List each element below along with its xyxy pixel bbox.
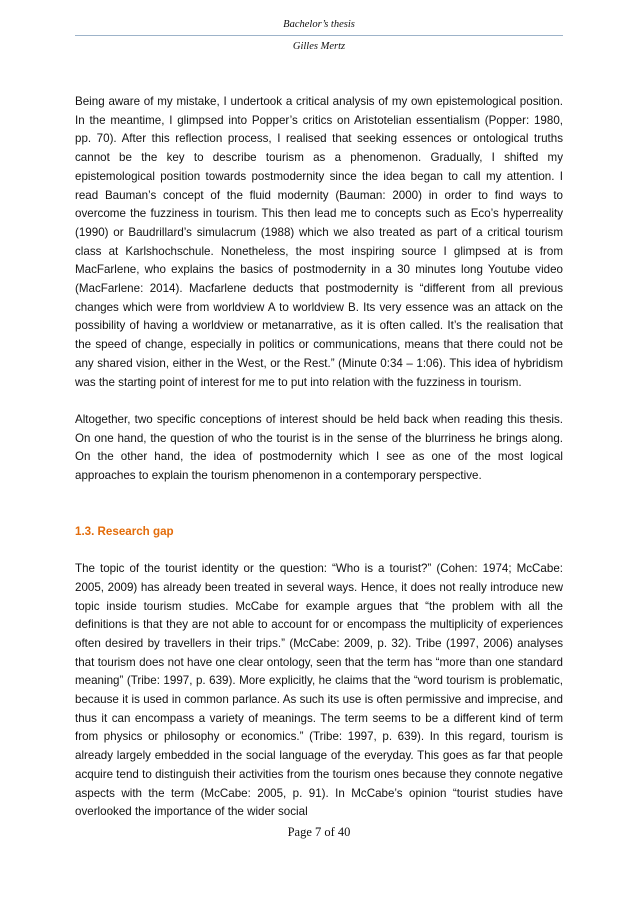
body-paragraph-2: Altogether, two specific conceptions of interest should be held back when reading this thesis. On one hand, the question of who the tourist is in the sense of the blurriness he brings along. On the other hand, the idea of postmodernity which I see as one of the most logical approaches to explain the tourism phenomenon in a contemporary perspective. bbox=[75, 412, 563, 483]
body-paragraph-1: Being aware of my mistake, I undertook a critical analysis of my own epistemological position. In the meantime, I glimpsed into Popper’s critics on Aristotelian essentialism (Popper: 1980, pp. 70). After this reflection process, I realised that seeking essences or ontological truths cannot be the key to describe tourism as a phenomenon. Gradually, I shifted my epistemological position towards postmodernity since the idea began to call my attention. I read Bauman’s concept of the fluid modernity (Bauman: 2000) in order to find ways to overcome the fuzziness in tourism. This then lead me to concepts such as Eco’s hyperreality (1990) or Baudrillard’s simulacrum (1988) which we also treated as part of a critical tourism class at Karlshochschule. Nonetheless, the most inspiring source I glimpsed at is from MacFarlene, who explains the basics of postmodernity in a 30 minutes long Youtube video (MacFarlene: 2014). Macfarlene deducts that postmodernity is “different from all previous changes which were from worldview A to worldview B. Its very essence was an attack on the possibility of having a worldview or metanarrative, as it is often called. It’s the realisation that the speed of change, especially in politics or communications, means that there could not be any shared vision, either in the West, or the Rest.” (Minute 0:34 – 1:06). This idea of hybridism was the starting point of interest for me to put into relation with the fuzziness in tourism. bbox=[75, 95, 563, 389]
section-spacer-top bbox=[75, 486, 563, 523]
section-spacer-bottom bbox=[75, 541, 563, 560]
body-paragraph-3: The topic of the tourist identity or the question: “Who is a tourist?” (Cohen: 1974; McCabe: 2005, 2009) has already been treated in several ways. Hence, it does not really introduce new topic inside tourism studies. McCabe for example argues that “the problem with all the definitions is that they are not able to account for or encompass the multiplicity of experiences often desired by travellers in their trips.” (McCabe: 2009, p. 32). Tribe (1997, 2006) analyses that tourism does not have one clear ontology, seen that the term has “more than one standard meaning” (Tribe: 1997, p. 639). More explicitly, he claims that the “word tourism is problematic, because it is used in common parlance. As such its use is often permissive and imprecise, and thus it can encompass a variety of meanings. The term seems to be a different kind of term from physics or philosophy or economics.” (Tribe: 1997, p. 639). In this regard, tourism is already largely embedded in the social language of the everyday. This goes as far that people acquire tend to distinguish their activities from the tourism ones because they connote negative aspects with the term (McCabe: 2005, p. 91). In McCabe’s opinion “tourist studies have overlooked the importance of the wider social bbox=[75, 562, 563, 819]
page-number: Page 7 of 40 bbox=[287, 825, 351, 839]
header-divider bbox=[75, 35, 563, 36]
header-author: Gilles Mertz bbox=[292, 41, 346, 52]
page-header bbox=[75, 0, 563, 54]
paragraph-spacer bbox=[75, 392, 563, 411]
section-heading: 1.3. Research gap bbox=[75, 524, 174, 538]
header-title: Bachelor’s thesis bbox=[283, 19, 355, 30]
page-body bbox=[75, 93, 563, 822]
